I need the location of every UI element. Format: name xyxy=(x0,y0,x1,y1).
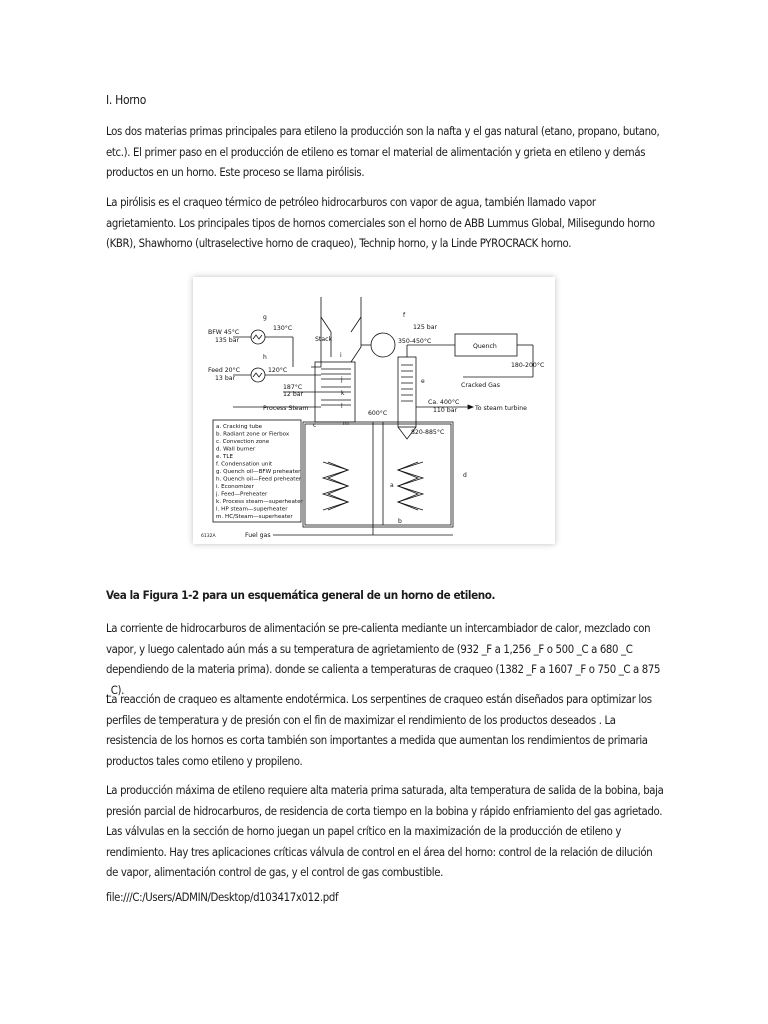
letter-g: g xyxy=(263,314,267,321)
letter-m: m xyxy=(343,420,349,427)
quench-label: Quench xyxy=(473,343,497,350)
temp-130: 130°C xyxy=(273,325,293,332)
temp-600: 600°C xyxy=(368,410,388,417)
letter-h: h xyxy=(263,354,267,361)
legend-item: k. Process steam—superheater xyxy=(216,499,303,505)
temp-187: 187°C xyxy=(283,384,303,391)
pressure-12: 12 bar xyxy=(283,391,304,398)
cracked-gas-label: Cracked Gas xyxy=(461,382,500,389)
legend-item: h. Quench oil—Feed preheater xyxy=(216,476,302,483)
legend-item: m. HC/Steam—superheater xyxy=(216,514,293,520)
diagram-legend xyxy=(215,424,304,520)
pressure-110: 110 bar xyxy=(433,407,458,414)
feed-label: Feed 20°C xyxy=(208,367,241,374)
letter-k: k xyxy=(341,390,345,397)
temp-120: 120°C xyxy=(268,367,288,374)
letter-f: f xyxy=(403,312,406,319)
paragraph-pyrolysis: La pirólisis es el craqueo térmico de petróleo hidrocarburos con vapor de agua, también llamado vapor agrietamiento. Los principales tipos de hornos comerciales son el horno de ABB Lummus Global, Milisegundo horno (KBR), Shawhorno (ultraselective horno de craqueo), Technip horno, y la Linde PYROCRACK horno. xyxy=(106,196,655,250)
legend-item: l. HP steam—superheater xyxy=(216,506,288,513)
section-heading: I. Horno xyxy=(106,93,147,107)
bfw-pressure: 135 bar xyxy=(215,337,240,344)
letter-d: d xyxy=(463,472,467,479)
paragraph-max-production: La producción máxima de etileno requiere alta materia prima saturada, alta temperatura de salida de la bobina, baja presión parcial de hidrocarburos, de residencia de corta tiempo en la bobina y rápido enfriamiento del gas agrietado. Las válvulas en la sección de horno juegan un papel crítico en la maximización de la producción de etileno y rendimiento. Hay tres aplicaciones críticas válvula de control en el área del horno: control de la relación de dilución de vapor, alimentación control de gas, y el control de gas combustible. xyxy=(106,784,664,879)
legend-item: b. Radiant zone or Fierbox xyxy=(216,431,290,438)
legend-item: i. Economizer xyxy=(216,484,254,490)
legend-item: e. TLE xyxy=(216,454,234,460)
legend-item: a. Cracking tube xyxy=(216,424,263,430)
legend-item: g. Quench oil—BFW preheater xyxy=(216,469,301,475)
paragraph-endothermic: La reacción de craqueo es altamente endotérmica. Los serpentines de craqueo están diseñados para optimizar los perfiles de temperatura y de presión con el fin de maximizar el rendimiento de los productos deseados . La resistencia de los hornos es corta también son importantes a medida que aumentan los rendimientos de primaria productos tales como etileno y propileno. xyxy=(106,693,652,768)
letter-l: l xyxy=(341,403,343,410)
letter-e: e xyxy=(421,378,425,385)
paragraph-feed-preheat: La corriente de hidrocarburos de alimentación se pre-calienta mediante un intercambiador de calor, mezclado con vapor, y luego calentado aún más a su temperatura de agrietamiento de (932 _F a 1,256 _F o 500 _C a 680 _C dependiendo de la materia prima). donde se calienta a temperaturas de craqueo (1382 _F a 1607 _F o 750 _C a 875 _C). xyxy=(106,622,661,697)
figure-id: 6132A xyxy=(201,534,216,539)
figure-caption: Vea la Figura 1-2 para un esquemática general de un horno de etileno. xyxy=(106,588,496,602)
legend-item: j. Feed—Preheater xyxy=(216,491,268,498)
temp-820-885: 820-885°C xyxy=(411,429,445,436)
legend-item: f. Condensation unit xyxy=(216,461,273,468)
paragraph-raw-materials: Los dos materias primas principales para etileno la producción son la nafta y el gas natural (etano, propano, butano, etc.). El primer paso en el producción de etileno es tomar el material de alimentación y grieta en etileno y demás productos en un horno. Este proceso se llama pirólisis. xyxy=(106,125,660,179)
furnace-schematic xyxy=(193,277,555,544)
fuel-gas-label: Fuel gas xyxy=(245,532,271,539)
letter-j: j xyxy=(341,376,343,383)
legend-item: d. Wall burner xyxy=(216,446,256,453)
ethylene-furnace-diagram xyxy=(193,277,555,544)
temp-180-200: 180-200°C xyxy=(511,362,545,369)
temp-400: Ca. 400°C xyxy=(428,399,460,406)
process-steam-label: Process Steam xyxy=(263,405,309,412)
letter-b: b xyxy=(398,518,402,525)
stack-label: Stack xyxy=(315,336,333,343)
letter-a: a xyxy=(390,482,394,489)
letter-c: c xyxy=(313,422,317,429)
legend-item: c. Convection zone xyxy=(216,439,270,445)
feed-pressure: 13 bar xyxy=(215,375,236,382)
bfw-label: BFW 45°C xyxy=(208,329,240,336)
file-path-link[interactable]: file:///C:/Users/ADMIN/Desktop/d103417x012.pdf xyxy=(106,891,339,904)
pressure-125: 125 bar xyxy=(413,324,438,331)
letter-i: i xyxy=(340,352,342,359)
temp-350-450: 350-450°C xyxy=(398,338,432,345)
steam-turbine-label: To steam turbine xyxy=(475,405,527,412)
